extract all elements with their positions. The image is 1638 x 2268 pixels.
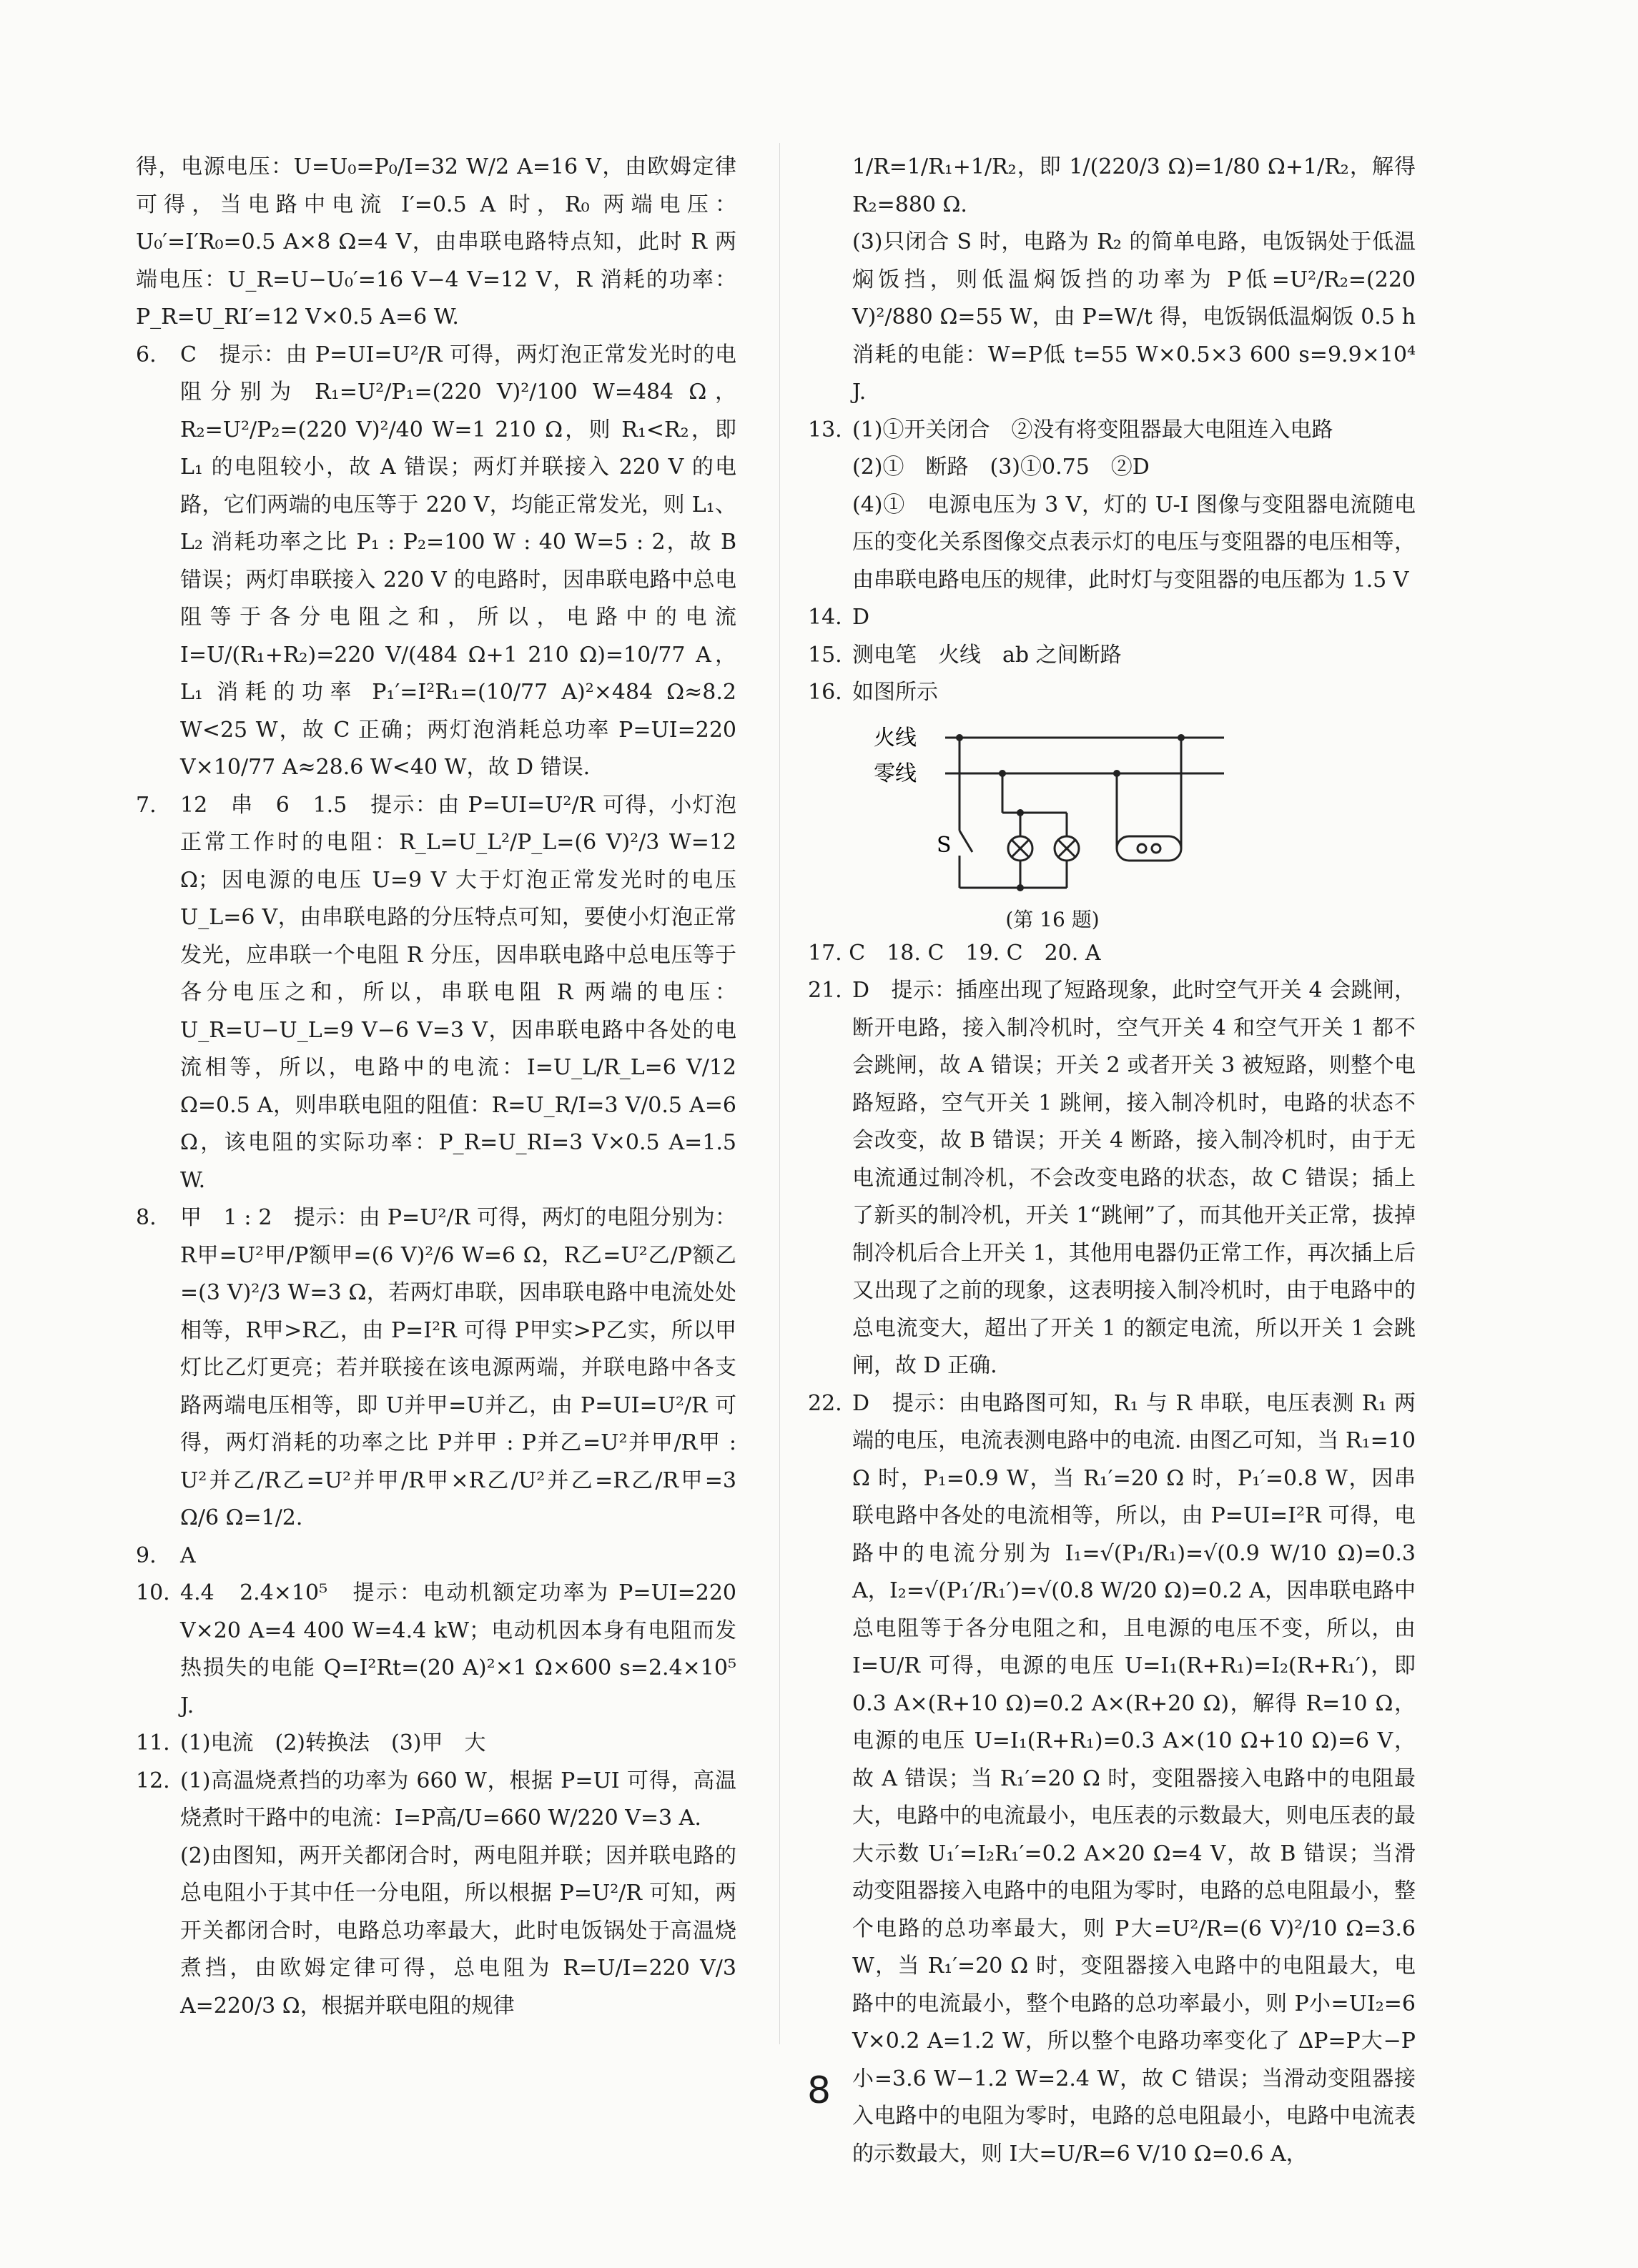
answer-7-text: 12 串 6 1.5 提示：由 P=UI=U²/R 可得，小灯泡正常工作时的电阻：R_L=U_L²/P_L=(6 V)²/3 W=12 Ω；因电源的电压 U=9 V 大于灯泡正常发光时的电压 U_L=6 V，由串联电路的分压特点可知，要使小灯泡正常发光，应串联一个电阻 R 分压，因串联电路中总电压等于各分电压之和，所以，串联电阻 R 两端的电压：U_R=U−U_L=9 V−6 V=3 V，因串联电路中各处的电流相等，所以，电路中的电流：I=U_L/R_L=6 V/12 Ω=0.5 A，则串联电阻的阻值：R=U_R/I=3 V/0.5 A=6 Ω，该电阻的实际功率：P_R=U_RI=3 V×0.5 A=1.5 W. [180, 792, 736, 1193]
answer-21-number: 21. [808, 978, 842, 1003]
answer-6-number: 6. [136, 342, 157, 367]
answer-22 [808, 1385, 1416, 2174]
answer-15-number: 15. [808, 642, 842, 668]
answers-17-20-text: 17. C 18. C 19. C 20. A [808, 940, 1101, 966]
answer-13 [808, 412, 1416, 600]
answer-21-text: D 提示：插座出现了短路现象，此时空气开关 4 会跳闸，断开电路，接入制冷机时，空气开关 4 和空气开关 1 都不会跳闸，故 A 错误；开关 2 或者开关 3 被短路，则整个电路短路，空气开关 1 跳闸，接入制冷机时，电路的状态不会改变，故 B 错误；开关 4 断路，接入制冷机时，由于无电流通过制冷机，不会改变电路的状态，故 C 错误；插上了新买的制冷机，开关 1“跳闸”了，而其他开关正常，拔掉制冷机后合上开关 1，其他用电器仍正常工作，再次插上后又出现了之前的现象，这表明接入制冷机时，由于电路中的总电流变大，超出了开关 1 的额定电流，所以开关 1 会跳闸，故 D 正确. [852, 978, 1416, 1378]
circuit-caption: (第 16 题) [1005, 907, 1100, 931]
answer-15-text: 测电笔 火线 ab 之间断路 [852, 642, 1122, 668]
answer-12-part3: (3)只闭合 S 时，电路为 R₂ 的简单电路，电饭锅处于低温焖饭挡，则低温焖饭挡的功率为 P低=U²/R₂=(220 V)²/880 Ω=55 W，由 P=W/t 得，电饭锅低温焖饭 0.5 h 消耗的电能：W=P低 t=55 W×0.5×3 600 s=9.9×10⁴ J. [852, 229, 1416, 405]
answer-11 [136, 1725, 736, 1763]
answer-11-number: 11. [136, 1730, 170, 1756]
answer-7-number: 7. [136, 792, 157, 818]
answer-22-text: D 提示：由电路图可知，R₁ 与 R 串联，电压表测 R₁ 两端的电压，电流表测电路中的电流. 由图乙可知，当 R₁=10 Ω 时，P₁=0.9 W，当 R₁′=20 Ω 时，P₁′=0.8 W，因串联电路中各处的电流相等，所以，由 P=UI=I²R 可得，电路中的电流分别为 I₁=√(P₁/R₁)=√(0.9 W/10 Ω)=0.3 A，I₂=√(P₁′/R₁′)=√(0.8 W/20 Ω)=0.2 A，因串联电路中总电阻等于各分电阻之和，且电源的电压不变，所以，由 I=U/R 可得，电源的电压 U=I₁(R+R₁)=I₂(R+R₁′)，即 0.3 A×(R+10 Ω)=0.2 A×(R+20 Ω)，解得 R=10 Ω，电源的电压 U=I₁(R+R₁)=0.3 A×(10 Ω+10 Ω)=6 V，故 A 错误；当 R₁′=20 Ω 时，变阻器接入电路中的电阻最大，电路中的电流最小，电压表的示数最大，则电压表的最大示数 U₁′=I₂R₁′=0.2 A×20 Ω=4 V，故 B 错误；当滑动变阻器接入电路中的电阻为零时，电路的总电阻最小，整个电路的总功率最大，则 P大=U²/R=(6 V)²/10 Ω=3.6 W，当 R₁′=20 Ω 时，变阻器接入电路中的电阻最大，电路中的电流最小，整个电路的总功率最小，则 P小=UI₂=6 V×0.2 A=1.2 W，所以整个电路功率变化了 ΔP=P大−P小=3.6 W−1.2 W=2.4 W，故 C 错误；当滑动变阻器接入电路中的电阻为零时，电路的总电阻最小，电路中电流表的示数最大，则 I大=U/R=6 V/10 Ω=0.6 A， [852, 1390, 1416, 2167]
answer-12-formula: 1/R=1/R₁+1/R₂，即 1/(220/3 Ω)=1/80 Ω+1/R₂，解得 R₂=880 Ω. [852, 154, 1416, 217]
socket-icon [1117, 836, 1181, 861]
answer-9-text: A [180, 1542, 196, 1568]
answer-12-part1: (1)高温烧煮挡的功率为 660 W，根据 P=UI 可得，高温烧煮时干路中的电流：I=P高/U=660 W/220 V=3 A. [180, 1768, 736, 1831]
answer-15 [808, 637, 1416, 675]
answer-16-number: 16. [808, 680, 842, 705]
answers-17-20 [808, 935, 1416, 973]
answer-14-number: 14. [808, 605, 842, 630]
answer-12-part2: (2)由图知，两开关都闭合时，两电阻并联；因并联电路的总电阻小于其中任一分电阻，所以根据 P=U²/R 可知，两开关都闭合时，电路总功率最大，此时电饭锅处于高温烧煮挡，由欧姆定律可得，总电阻为 R=U/I=220 V/3 A=220/3 Ω，根据并联电阻的规律 [180, 1843, 736, 2019]
answer-10-text: 4.4 2.4×10⁵ 提示：电动机额定功率为 P=UI=220 V×20 A=4 400 W=4.4 kW；电动机因本身有电阻而发热损失的电能 Q=I²Rt=(20 A)²×1 Ω×600 s=2.4×10⁵ J. [180, 1580, 736, 1718]
answer-13-body [852, 412, 1416, 600]
answer-5-continued [136, 149, 736, 337]
switch-label: S [937, 832, 952, 858]
answer-12-body [180, 1763, 736, 2026]
answer-16 [808, 674, 1416, 712]
answer-11-text: (1)电流 (2)转换法 (3)甲 大 [180, 1730, 486, 1756]
switch-blade [959, 831, 972, 852]
answer-9-number: 9. [136, 1542, 157, 1568]
answer-12-number: 12. [136, 1768, 170, 1793]
answer-13-number: 13. [808, 417, 842, 442]
answer-10 [136, 1575, 736, 1725]
answer-8-text: 甲 1 : 2 提示：由 P=U²/R 可得，两灯的电阻分别为：R甲=U²甲/P额甲=(6 V)²/6 W=6 Ω，R乙=U²乙/P额乙=(3 V)²/3 W=3 Ω，若两灯串联，因串联电路中电流处处相等，R甲>R乙，由 P=I²R 可得 P甲实>P乙实，所以甲灯比乙灯更亮；若并联接在该电源两端，并联电路中各支路两端电压相等，即 U并甲=U并乙，由 P=UI=U²/R 可得，两灯消耗的功率之比 P并甲 : P并乙=U²并甲/R甲 : U²并乙/R乙=U²并甲/R甲×R乙/U²并乙=R乙/R甲=3 Ω/6 Ω=1/2. [180, 1205, 736, 1530]
answer-6-text: C 提示：由 P=UI=U²/R 可得，两灯泡正常发光时的电阻分别为 R₁=U²/P₁=(220 V)²/100 W=484 Ω，R₂=U²/P₂=(220 V)²/40 W=1 210 Ω，则 R₁<R₂，即 L₁ 的电阻较小，故 A 错误；两灯并联接入 220 V 的电路，它们两端的电压等于 220 V，均能正常发光，则 L₁、L₂ 消耗功率之比 P₁ : P₂=100 W : 40 W=5 : 2，故 B 错误；两灯串联接入 220 V 的电路时，因串联电路中总电阻等于各分电阻之和，所以，电路中的电流 I=U/(R₁+R₂)=220 V/(484 Ω+1 210 Ω)=10/77 A，L₁ 消耗的功率 P₁′=I²R₁=(10/77 A)²×484 Ω≈8.2 W<25 W，故 C 正确；两灯泡消耗总功率 P=UI=220 V×10/77 A≈28.6 W<40 W，故 D 错误. [180, 342, 736, 780]
right-column [808, 149, 1416, 2173]
answer-14 [808, 599, 1416, 637]
answer-21 [808, 972, 1416, 1385]
answer-8-number: 8. [136, 1205, 157, 1230]
answer-12-continued [852, 149, 1416, 412]
circuit-svg [852, 716, 1253, 902]
answer-13-line1: (1)①开关闭合 ②没有将变阻器最大电阻连入电路 [852, 417, 1333, 442]
answer-13-line3: (4)① 电源电压为 3 V，灯的 U-I 图像与变阻器电流随电压的变化关系图像交点表示灯的电压与变阻器的电压相等，由串联电路电压的规律，此时灯与变阻器的电压都为 1.5 V [852, 492, 1416, 593]
answer-6 [136, 337, 736, 787]
answer-16-text: 如图所示 [852, 680, 938, 705]
left-column [136, 149, 736, 2025]
answer-9 [136, 1537, 736, 1575]
answer-22-number: 22. [808, 1390, 842, 1416]
answer-13-line2: (2)① 断路 (3)①0.75 ②D [852, 455, 1150, 480]
answer-12 [136, 1763, 736, 2026]
zero-line-label: 零线 [874, 761, 917, 786]
answer-5-text: 得，电源电压：U=U₀=P₀/I=32 W/2 A=16 V，由欧姆定律可得，当电路中电流 I′=0.5 A 时，R₀ 两端电压：U₀′=I′R₀=0.5 A×8 Ω=4 V，由串联电路特点知，此时 R 两端电压：U_R=U−U₀′=16 V−4 V=12 V，R 消耗的功率：P_R=U_RI′=12 V×0.5 A=6 W. [136, 154, 736, 330]
page-number: 8 [806, 2069, 832, 2112]
answer-14-text: D [852, 605, 870, 630]
answer-7 [136, 787, 736, 1200]
column-divider [779, 143, 780, 2044]
circuit-diagram [852, 716, 1253, 931]
fire-line-label: 火线 [874, 725, 917, 751]
answer-10-number: 10. [136, 1580, 170, 1605]
answer-8 [136, 1199, 736, 1537]
